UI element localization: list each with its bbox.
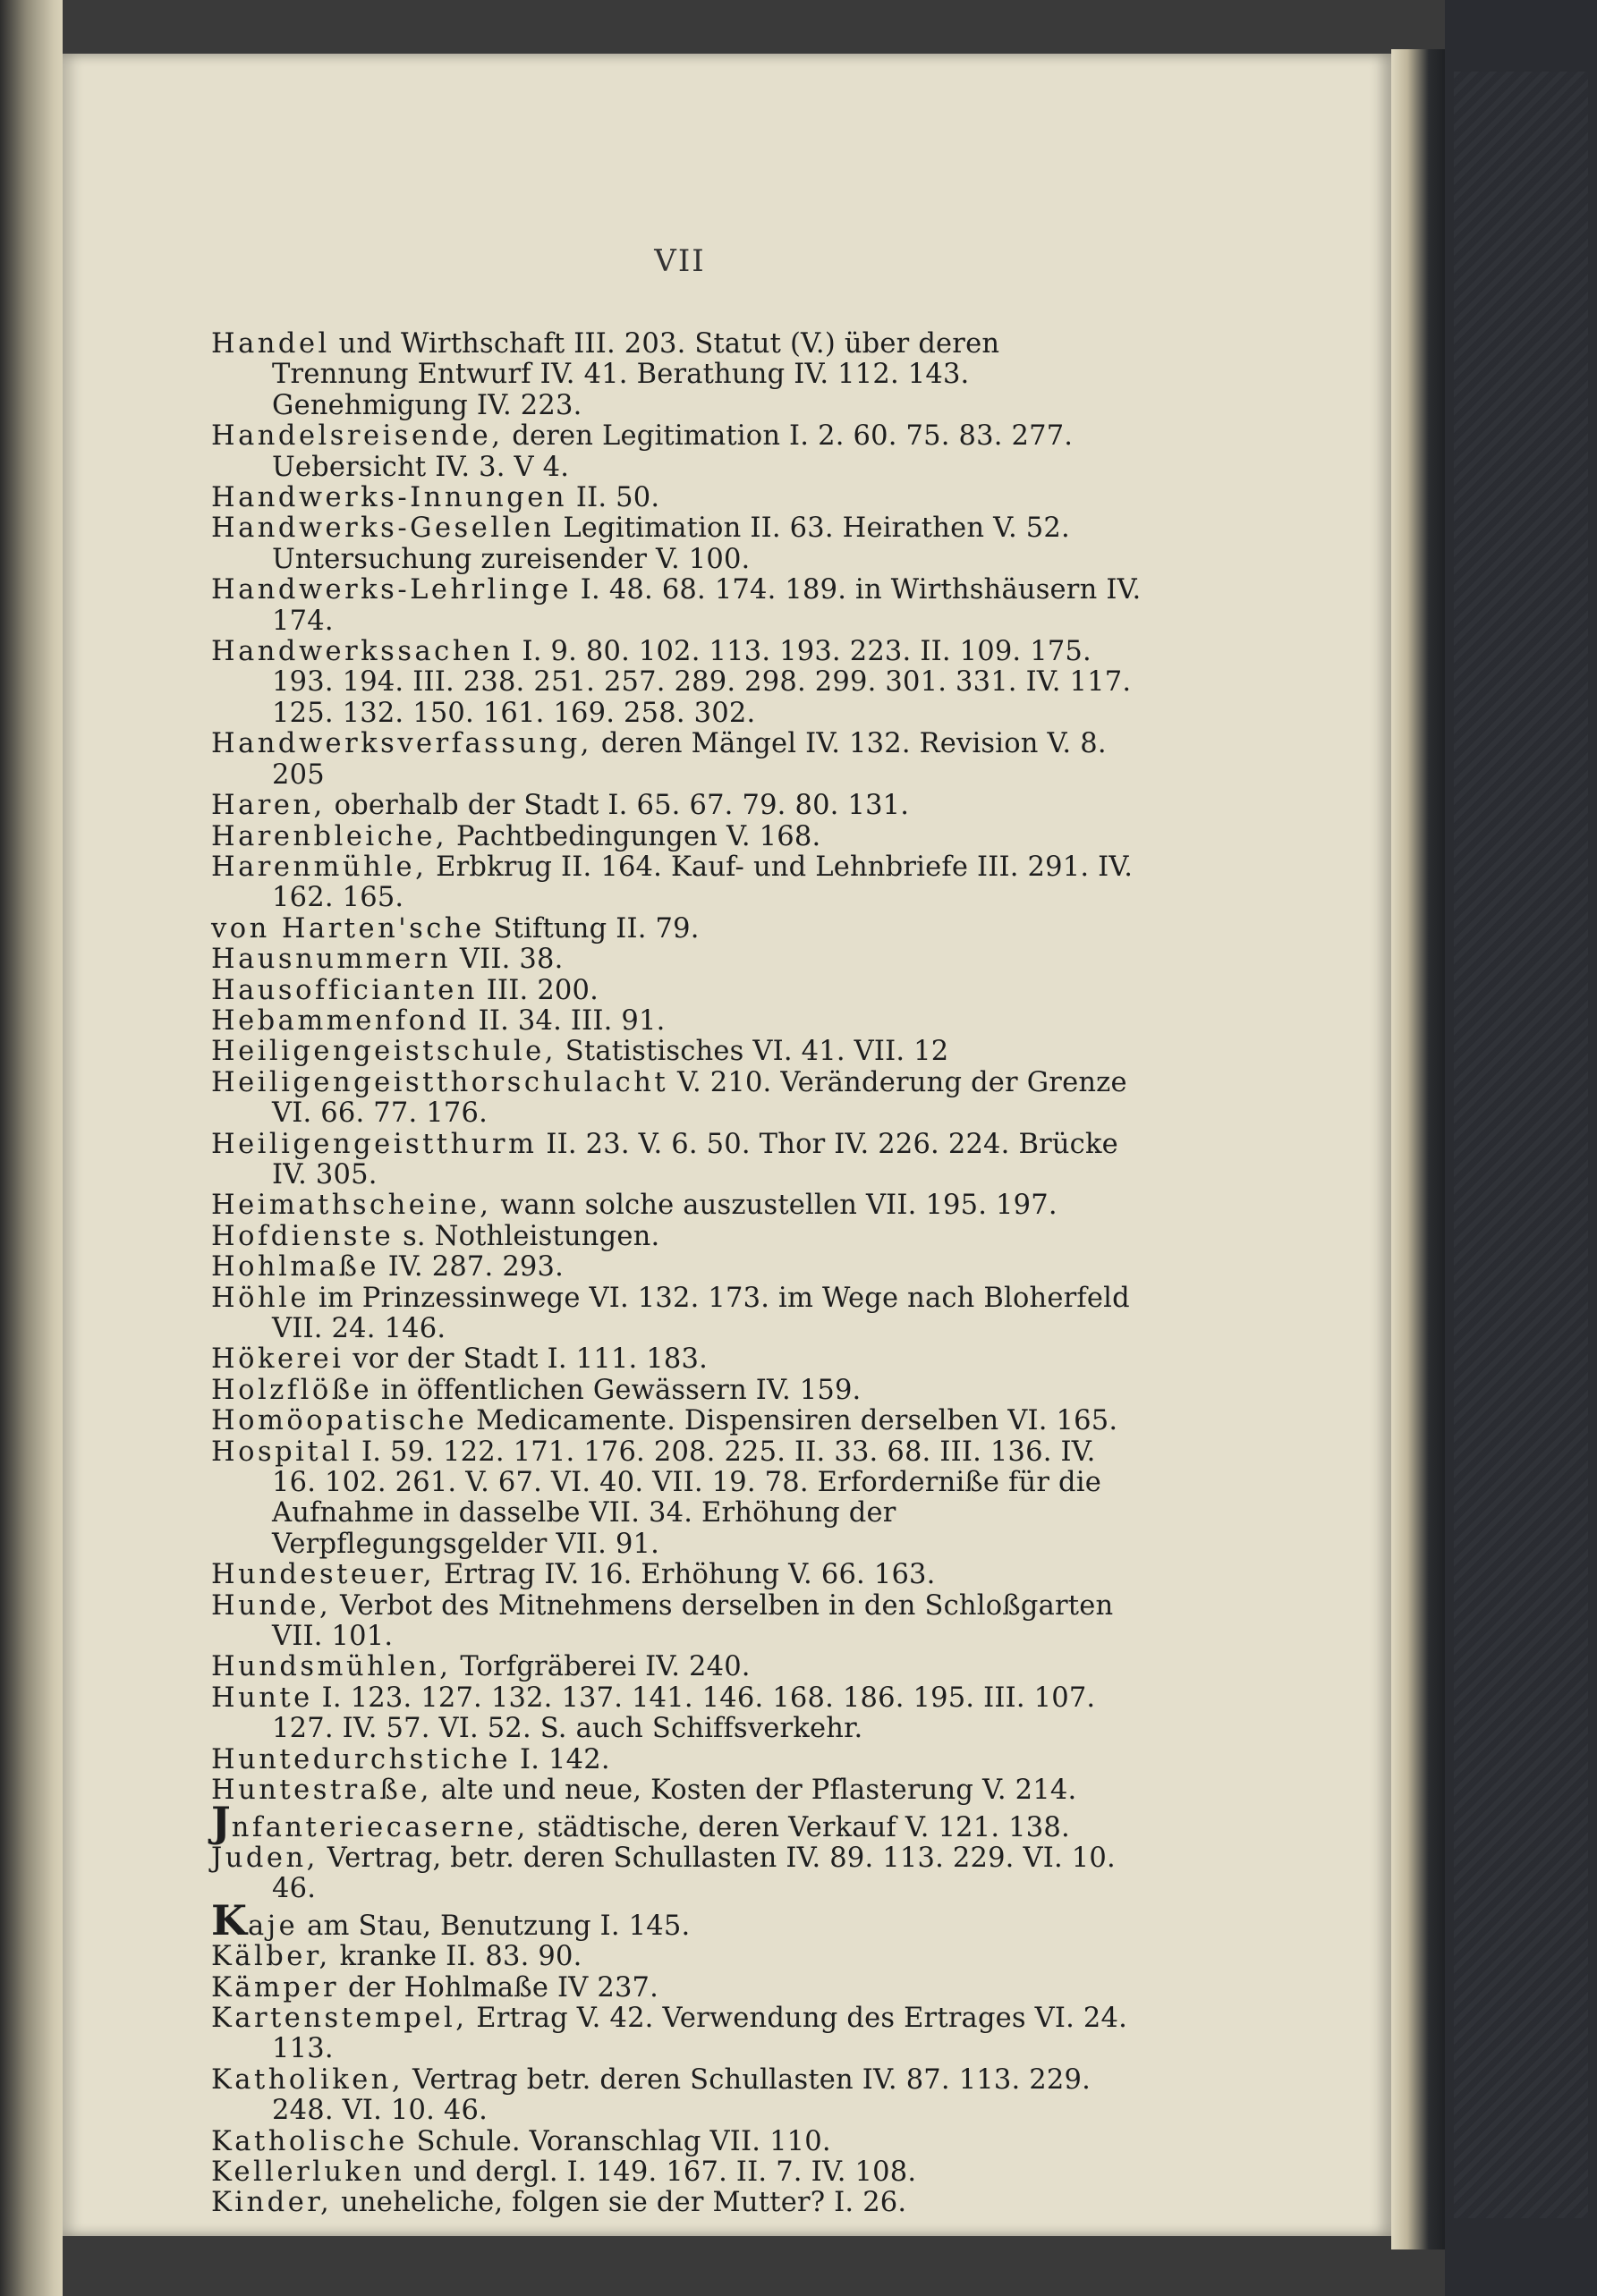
- entry-references: kranke II. 83. 90.: [330, 1941, 582, 1973]
- entry-references: Vertrag betr. deren Schullasten IV. 87. 113. 229. 248. VI. 10. 46.: [272, 2063, 1092, 2127]
- index-entry: [211, 729, 1142, 791]
- entry-headword: Hausnummern: [211, 944, 451, 976]
- index-entry: [211, 945, 1142, 975]
- entry-references: Schule. Voranschlag VII. 110.: [407, 2125, 831, 2157]
- index-entry: [211, 483, 1142, 513]
- index-entry: [211, 1406, 1142, 1436]
- index-entry: [211, 1252, 1142, 1283]
- entry-references: Ertrag V. 42. Verwendung des Ertrages VI. 24. 113.: [272, 2002, 1128, 2065]
- entry-references: I. 9. 80. 102. 113. 193. 223. II. 109. 175. 193. 194. III. 238. 251. 257. 289. 298. 299. 301. 331. IV. 117. 125. 132. 150. 161. 169. 258. 302.: [272, 636, 1132, 729]
- entry-references: Pachtbedingungen V. 168.: [447, 820, 821, 852]
- index-entry: [211, 1895, 1142, 1944]
- entry-headword: aje: [247, 1910, 299, 1942]
- entry-headword: Hundsmühlen,: [211, 1651, 452, 1683]
- index-entry: [211, 976, 1142, 1006]
- entry-references: der Hohlmaße IV 237.: [339, 1971, 659, 2004]
- index-entry: [211, 1376, 1142, 1406]
- book-cover: [1445, 0, 1597, 2296]
- index-entry: [211, 1344, 1142, 1375]
- entry-headword: Hospital: [211, 1436, 353, 1468]
- entry-headword: Hebammenfond: [211, 1004, 470, 1037]
- entry-references: II. 50.: [566, 482, 660, 514]
- entry-references: Ertrag IV. 16. Erhöhung V. 66. 163.: [435, 1559, 936, 1591]
- index-entry: [211, 2188, 1142, 2218]
- entry-headword: Hökerei: [211, 1343, 344, 1376]
- entry-headword: Heiligengeistschule,: [211, 1036, 556, 1068]
- index-entry: [211, 1973, 1142, 2004]
- entry-headword: Handwerks-Gesellen: [211, 513, 555, 545]
- entry-headword: Kellerluken: [211, 2156, 405, 2188]
- entry-references: Medicamente. Dispensiren derselben VI. 165.: [467, 1405, 1118, 1437]
- entry-references: Verbot des Mitnehmens derselben in den Schloßgarten VII. 101.: [272, 1589, 1114, 1653]
- entry-references: und Wirthschaft III. 203. Statut (V.) über deren Trennung Entwurf IV. 41. Berathung IV. 112. 143. Genehmigung IV. 223.: [272, 328, 1000, 421]
- entry-headword: Handel: [211, 328, 330, 360]
- index-entry: [211, 1652, 1142, 1682]
- entry-references: Statistisches VI. 41. VII. 12: [556, 1036, 949, 1068]
- index-entry: [211, 1437, 1142, 1561]
- entry-references: Torfgräberei IV. 240.: [451, 1651, 751, 1683]
- index-entry: [211, 1591, 1142, 1653]
- entry-headword: Harenmühle,: [211, 851, 428, 883]
- index-entry: [211, 2004, 1142, 2065]
- entry-headword: Heimathscheine,: [211, 1190, 492, 1222]
- entry-headword: Homöopatische: [211, 1405, 468, 1437]
- entry-headword: nfanteriecaserne,: [231, 1811, 529, 1843]
- entry-references: II. 34. III. 91.: [469, 1004, 666, 1037]
- page-edge: [1391, 49, 1445, 2249]
- entry-references: Erbkrug II. 164. Kauf- und Lehnbriefe III. 291. IV. 162. 165.: [272, 851, 1134, 914]
- index-entry: [211, 1006, 1142, 1037]
- entry-headword: Hofdienste: [211, 1220, 395, 1252]
- entry-headword: Handwerksverfassung,: [211, 728, 592, 760]
- entry-references: und dergl. I. 149. 167. II. 7. IV. 108.: [404, 2156, 917, 2188]
- index-entry: [211, 1560, 1142, 1590]
- entry-headword: Haren,: [211, 790, 326, 822]
- index-entries: [211, 329, 1142, 2219]
- entry-initial: K: [211, 1895, 248, 1944]
- entry-references: III. 200.: [477, 974, 599, 1006]
- entry-references: Legitimation II. 63. Heirathen V. 52. Untersuchung zureisender V. 100.: [272, 513, 1070, 575]
- index-entry: [211, 1843, 1142, 1905]
- entry-references: IV. 287. 293.: [378, 1251, 565, 1284]
- index-entry: [211, 1130, 1142, 1191]
- index-entry: [211, 1190, 1142, 1221]
- index-entry: [211, 1942, 1142, 1972]
- entry-references: städtische, deren Verkauf V. 121. 138.: [528, 1811, 1070, 1843]
- index-entry: [211, 822, 1142, 852]
- entry-references: deren Mängel IV. 132. Revision V. 8. 205: [272, 728, 1107, 791]
- entry-references: wann solche auszustellen VII. 195. 197.: [491, 1190, 1058, 1222]
- entry-headword: Hunte: [211, 1682, 313, 1714]
- entry-headword: Hundesteuer,: [211, 1559, 436, 1591]
- entry-headword: Kinder,: [211, 2187, 333, 2219]
- entry-initial: J: [211, 1797, 232, 1846]
- entry-references: II. 23. V. 6. 50. Thor IV. 226. 224. Brücke IV. 305.: [272, 1128, 1118, 1190]
- entry-references: oberhalb der Stadt I. 65. 67. 79. 80. 131.: [325, 790, 910, 822]
- index-entry: [211, 421, 1142, 483]
- entry-references: Stiftung II. 79.: [484, 912, 700, 945]
- entry-references: vor der Stadt I. 111. 183.: [344, 1343, 708, 1376]
- entry-references: I. 48. 68. 174. 189. in Wirthshäusern IV. 174.: [272, 574, 1142, 637]
- entry-references: deren Legitimation I. 2. 60. 75. 83. 277. Uebersicht IV. 3. V 4.: [272, 420, 1074, 483]
- index-entry: [211, 791, 1142, 821]
- entry-headword: Handwerkssachen: [211, 636, 514, 668]
- index-entry: [211, 2127, 1142, 2157]
- entry-headword: Kämper: [211, 1971, 340, 2004]
- book-gutter: [0, 0, 63, 2296]
- entry-references: in öffentlichen Gewässern IV. 159.: [372, 1374, 862, 1406]
- entry-references: V. 210. Veränderung der Grenze VI. 66. 77. 176.: [272, 1066, 1127, 1130]
- entry-references: I. 142.: [511, 1743, 610, 1775]
- index-entry: [211, 1683, 1142, 1745]
- entry-headword: Juden,: [211, 1842, 319, 1874]
- entry-headword: Höhle: [211, 1282, 310, 1314]
- index-entry: [211, 329, 1142, 421]
- entry-headword: von Harten'sche: [211, 912, 485, 945]
- index-entry: [211, 1222, 1142, 1252]
- entry-headword: Hausofficianten: [211, 974, 478, 1006]
- index-entry: [211, 1797, 1142, 1846]
- entry-headword: Hunde,: [211, 1589, 332, 1622]
- index-entry: [211, 852, 1142, 914]
- entry-headword: Holzflöße: [211, 1374, 373, 1406]
- entry-references: s. Nothleistungen.: [394, 1220, 660, 1252]
- entry-headword: Huntedurchstiche: [211, 1743, 512, 1775]
- entry-references: I. 123. 127. 132. 137. 141. 146. 168. 186. 195. III. 107. 127. IV. 57. VI. 52. S. auch Schiffsverkehr.: [272, 1682, 1096, 1745]
- entry-headword: Katholiken,: [211, 2063, 404, 2096]
- entry-references: alte und neue, Kosten der Pflasterung V. 214.: [431, 1775, 1077, 1807]
- entry-headword: Handelsreisende,: [211, 420, 504, 453]
- entry-headword: Huntestraße,: [211, 1775, 432, 1807]
- entry-references: am Stau, Benutzung I. 145.: [298, 1910, 691, 1942]
- index-entry: [211, 513, 1142, 575]
- index-entry: [211, 637, 1142, 729]
- index-entry: [211, 914, 1142, 945]
- entry-references: im Prinzessinwege VI. 132. 173. im Wege nach Bloherfeld VII. 24. 146.: [272, 1282, 1130, 1344]
- entry-headword: Harenbleiche,: [211, 820, 448, 852]
- entry-headword: Kälber,: [211, 1941, 331, 1973]
- entry-references: VII. 38.: [450, 944, 564, 976]
- entry-headword: Katholische: [211, 2125, 408, 2157]
- index-entry: [211, 1068, 1142, 1130]
- entry-references: I. 59. 122. 171. 176. 208. 225. II. 33. 68. III. 136. IV. 16. 102. 261. V. 67. VI. 40. VII. 19. 78. Erforderniße für die Aufnahme in dasselbe VII. 34. Erhöhung der Verpflegungsgelder VII. 91.: [272, 1436, 1101, 1560]
- entry-headword: Handwerks-Lehrlinge: [211, 574, 572, 606]
- entry-headword: Heiligengeistthurm: [211, 1128, 538, 1160]
- index-entry: [211, 2065, 1142, 2127]
- index-entry: [211, 1284, 1142, 1345]
- entry-headword: Hohlmaße: [211, 1251, 379, 1284]
- entry-headword: Heiligengeistthorschulacht: [211, 1066, 669, 1098]
- index-entry: [211, 2157, 1142, 2188]
- page-number: VII: [654, 243, 706, 279]
- index-entry: [211, 575, 1142, 637]
- index-entry: [211, 1037, 1142, 1067]
- entry-references: uneheliche, folgen sie der Mutter? I. 26.: [332, 2187, 907, 2219]
- entry-headword: Handwerks-Innungen: [211, 482, 567, 514]
- index-entry: [211, 1775, 1142, 1806]
- entry-headword: Kartenstempel,: [211, 2002, 468, 2034]
- index-entry: [211, 1745, 1142, 1775]
- entry-references: Vertrag, betr. deren Schullasten IV. 89. 113. 229. VI. 10. 46.: [272, 1842, 1116, 1905]
